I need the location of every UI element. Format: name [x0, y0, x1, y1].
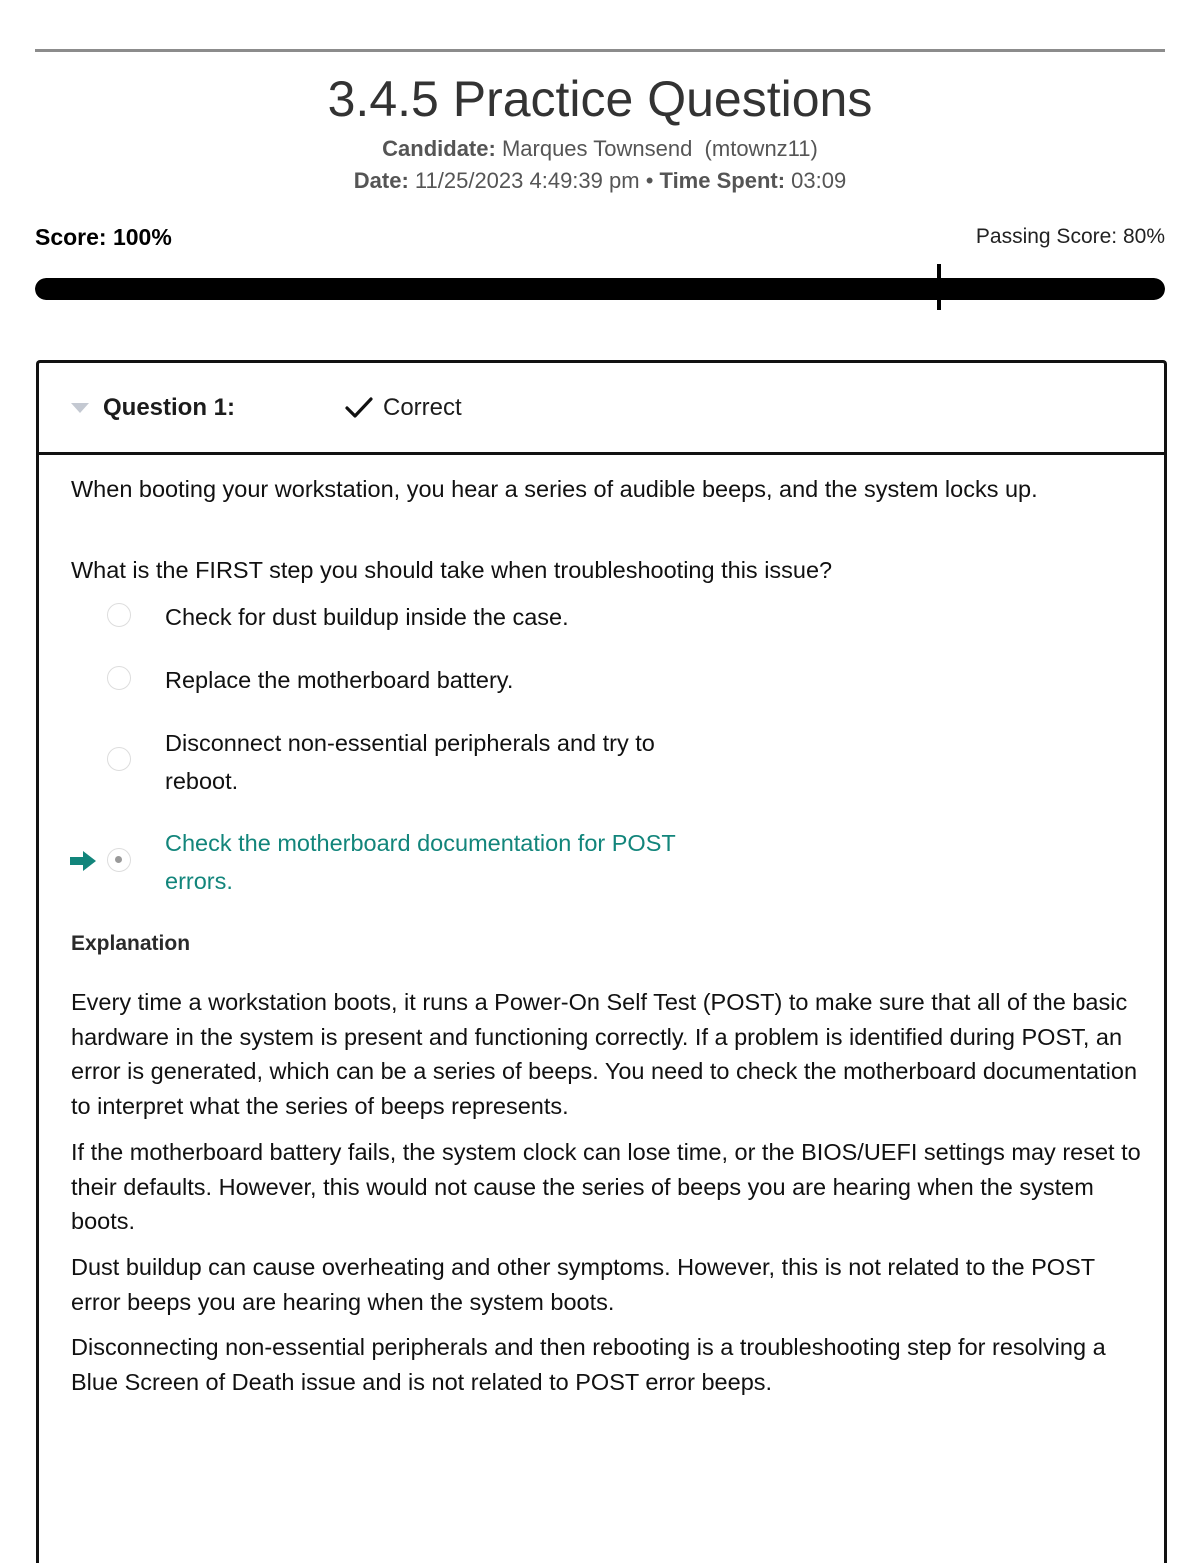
- score-progress-fill: [35, 278, 1165, 300]
- question-header[interactable]: [39, 363, 1164, 455]
- explanation-heading: Explanation: [71, 932, 191, 955]
- checkmark-icon: [345, 396, 373, 420]
- answer-radio-selected[interactable]: [107, 848, 131, 872]
- time-spent-label: Time Spent:: [659, 168, 786, 193]
- answer-radio[interactable]: [107, 666, 131, 690]
- question-status-label: Correct: [383, 394, 462, 421]
- answer-option-text: Replace the motherboard battery.: [165, 667, 514, 693]
- date-value: 11/25/2023 4:49:39 pm: [414, 168, 640, 193]
- meta-separator: •: [645, 168, 654, 193]
- top-divider: [35, 49, 1165, 52]
- caret-down-icon[interactable]: [71, 403, 89, 413]
- candidate-line: [0, 134, 1200, 164]
- score-label: Score: 100%: [35, 224, 172, 250]
- explanation-paragraph: Every time a workstation boots, it runs a Power-On Self Test (POST) to make sure that all of the basic hardware in the system is present and functioning correctly. If a problem is identified during POST, an error is generated, which can be a series of beeps. You need to check the motherboard documentation to interpret what the series of beeps represents.: [71, 989, 1138, 1119]
- answer-radio[interactable]: [107, 747, 131, 771]
- question-number-label: Question 1:: [103, 394, 236, 421]
- passing-score-marker: [937, 264, 941, 310]
- answer-option-text-correct: Check the motherboard documentation for POST errors.: [165, 830, 676, 894]
- time-spent-value: 03:09: [791, 168, 847, 193]
- candidate-value: Marques Townsend (mtownz11): [501, 136, 818, 161]
- passing-score-label: Passing Score: 80%: [975, 225, 1165, 248]
- page-title: 3.4.5 Practice Questions: [327, 71, 873, 127]
- explanation-paragraph: Disconnecting non-essential peripherals and then rebooting is a troubleshooting step for resolving a Blue Screen of Death issue and is not related to POST error beeps.: [71, 1334, 1106, 1395]
- question-prompt: When booting your workstation, you hear a series of audible beeps, and the system locks up.: [71, 476, 1038, 502]
- answer-option-text: Check for dust buildup inside the case.: [165, 604, 569, 630]
- answer-option-text: Disconnect non-essential peripherals and try to reboot.: [165, 730, 655, 794]
- score-progress-bar: [35, 278, 1165, 300]
- explanation-paragraph: Dust buildup can cause overheating and other symptoms. However, this is not related to the POST error beeps you are hearing when the system boots.: [71, 1254, 1095, 1315]
- right-arrow-icon: [69, 850, 97, 872]
- question-card: [36, 360, 1167, 1563]
- candidate-label: Candidate:: [382, 136, 496, 161]
- date-label: Date:: [353, 168, 409, 193]
- explanation-paragraph: If the motherboard battery fails, the system clock can lose time, or the BIOS/UEFI settings may reset to their defaults. However, this would not cause the series of beeps you are hearing when the system boots.: [71, 1139, 1141, 1235]
- date-time-line: [0, 166, 1200, 196]
- answer-radio[interactable]: [107, 603, 131, 627]
- question-ask: What is the FIRST step you should take when troubleshooting this issue?: [71, 557, 833, 583]
